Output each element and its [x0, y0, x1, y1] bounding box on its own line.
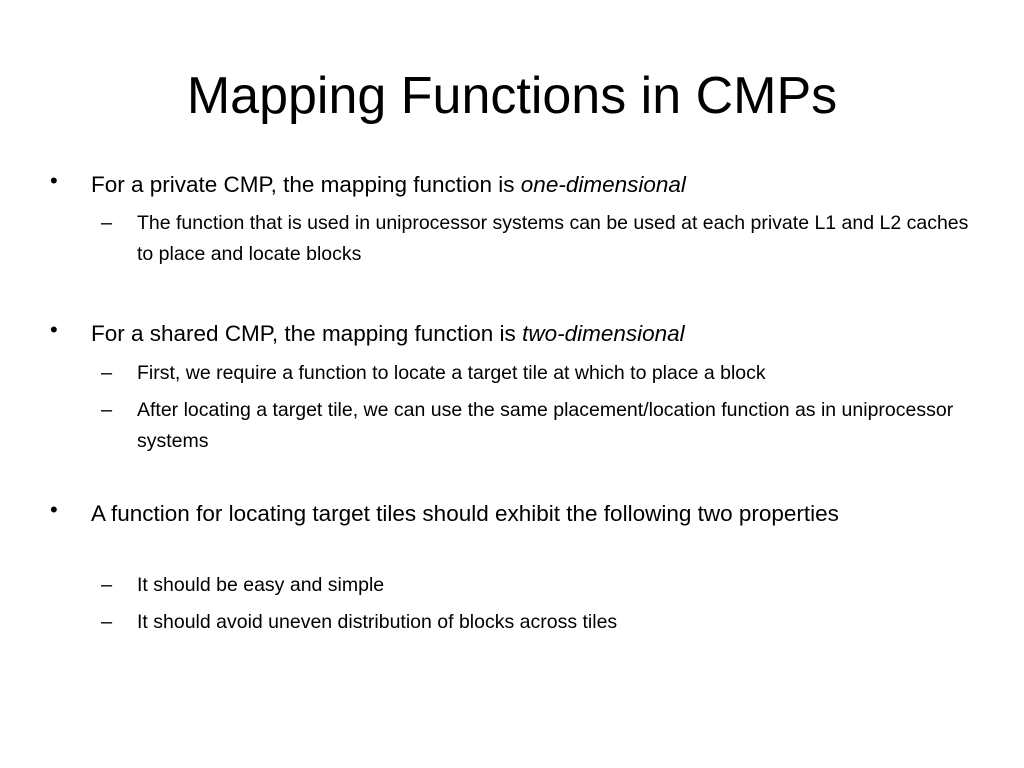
bullet-text-main: For a private CMP, the mapping function is [91, 172, 521, 197]
sub-bullet-text: It should be easy and simple [137, 574, 385, 596]
bullet-marker: • [50, 168, 58, 193]
sub-bullet-text: First, we require a function to locate a target tile at which to place a block [137, 362, 766, 384]
bullet-text [91, 317, 891, 351]
bullet-text-emphasis: two-dimensional [522, 321, 685, 346]
bullet-marker: • [50, 497, 58, 522]
sub-bullet-text: It should avoid uneven distribution of blocks across tiles [137, 611, 618, 633]
sub-bullet-marker: – [101, 574, 113, 596]
sub-bullet-marker: – [101, 611, 113, 633]
sub-bullet-marker: – [101, 212, 113, 234]
bullet-text [91, 168, 891, 202]
bullet-text-emphasis: one-dimensional [520, 172, 686, 197]
sub-bullet-text: The function that is used in uniprocessor systems can be used at each private L1 and L2 caches to place and locate blocks [137, 212, 969, 265]
bullet-marker: • [50, 317, 58, 342]
sub-bullet-marker: – [101, 399, 113, 421]
bullet-text: A function for locating target tiles should exhibit the following two properties [91, 501, 839, 526]
sub-bullet-marker: – [101, 362, 113, 384]
bullet-text-main: For a shared CMP, the mapping function is [91, 321, 523, 346]
slide-title: Mapping Functions in CMPs [186, 67, 838, 125]
sub-bullet-text: After locating a target tile, we can use the same placement/location function as in uniprocessor systems [137, 399, 954, 452]
